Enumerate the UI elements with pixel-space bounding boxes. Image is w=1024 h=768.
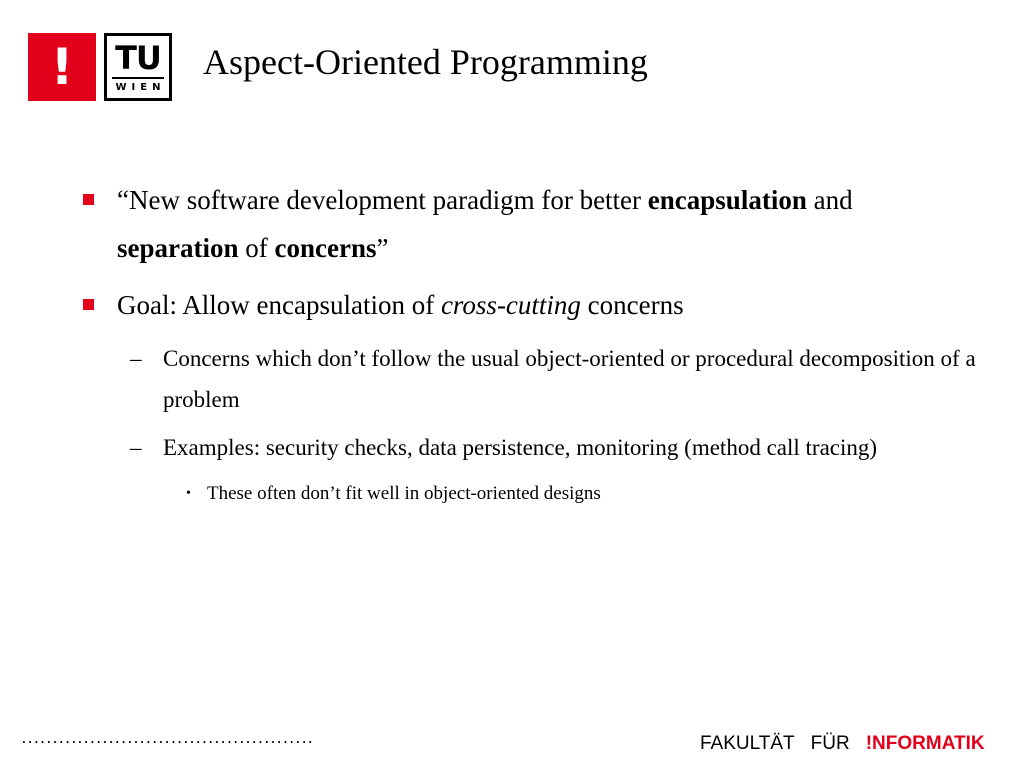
wien-logo-text: WIEN	[115, 82, 166, 93]
sub-bullet-text: Examples: security checks, data persistence, monitoring (method call tracing)	[163, 435, 878, 460]
exclamation-mark: !	[50, 38, 74, 96]
faculty-label	[700, 732, 985, 756]
sub-bullet-text: Concerns which don’t follow the usual object-oriented or procedural decomposition of a problem	[163, 346, 976, 412]
bullet-text-bold: concerns	[274, 233, 377, 263]
bullet-item	[117, 176, 997, 272]
bullet-text-bold: separation	[117, 233, 239, 263]
dash-bullet-icon: –	[130, 346, 142, 371]
sub-bullet-item	[130, 338, 993, 420]
bullet-text: “New software development paradigm for better	[117, 185, 648, 215]
faculty-word: FAKULTÄT	[700, 733, 795, 754]
bullet-text: ”	[376, 233, 389, 263]
informatik-word: !NFORMATIK	[865, 733, 985, 754]
bullet-text: Goal: Allow encapsulation of	[117, 290, 441, 320]
tu-wien-logo	[104, 33, 172, 101]
bullet-item	[117, 281, 997, 329]
dot-bullet-icon: •	[186, 486, 191, 501]
dash-bullet-icon: –	[130, 435, 142, 460]
sub-sub-bullet-item	[186, 479, 987, 509]
bullet-text-bold: encapsulation	[647, 185, 807, 215]
faculty-word: FÜR	[810, 733, 850, 754]
bullet-text: concerns	[580, 290, 684, 320]
tu-logo-text: TU	[115, 39, 161, 77]
footer-dotted-line: ...............................................	[20, 732, 313, 747]
red-square-bullet-icon	[83, 194, 94, 205]
tu-logo-rule	[112, 77, 164, 79]
sub-bullet-item	[130, 427, 993, 468]
bullet-text-italic: cross-cutting	[440, 290, 581, 320]
sub-sub-bullet-text: These often don’t fit well in object-oriented designs	[207, 483, 601, 504]
red-square-bullet-icon	[83, 299, 94, 310]
tu-exclamation-logo	[28, 33, 96, 101]
bullet-text: of	[238, 233, 275, 263]
slide-title: Aspect-Oriented Programming	[203, 42, 648, 82]
bullet-text: and	[806, 185, 853, 215]
